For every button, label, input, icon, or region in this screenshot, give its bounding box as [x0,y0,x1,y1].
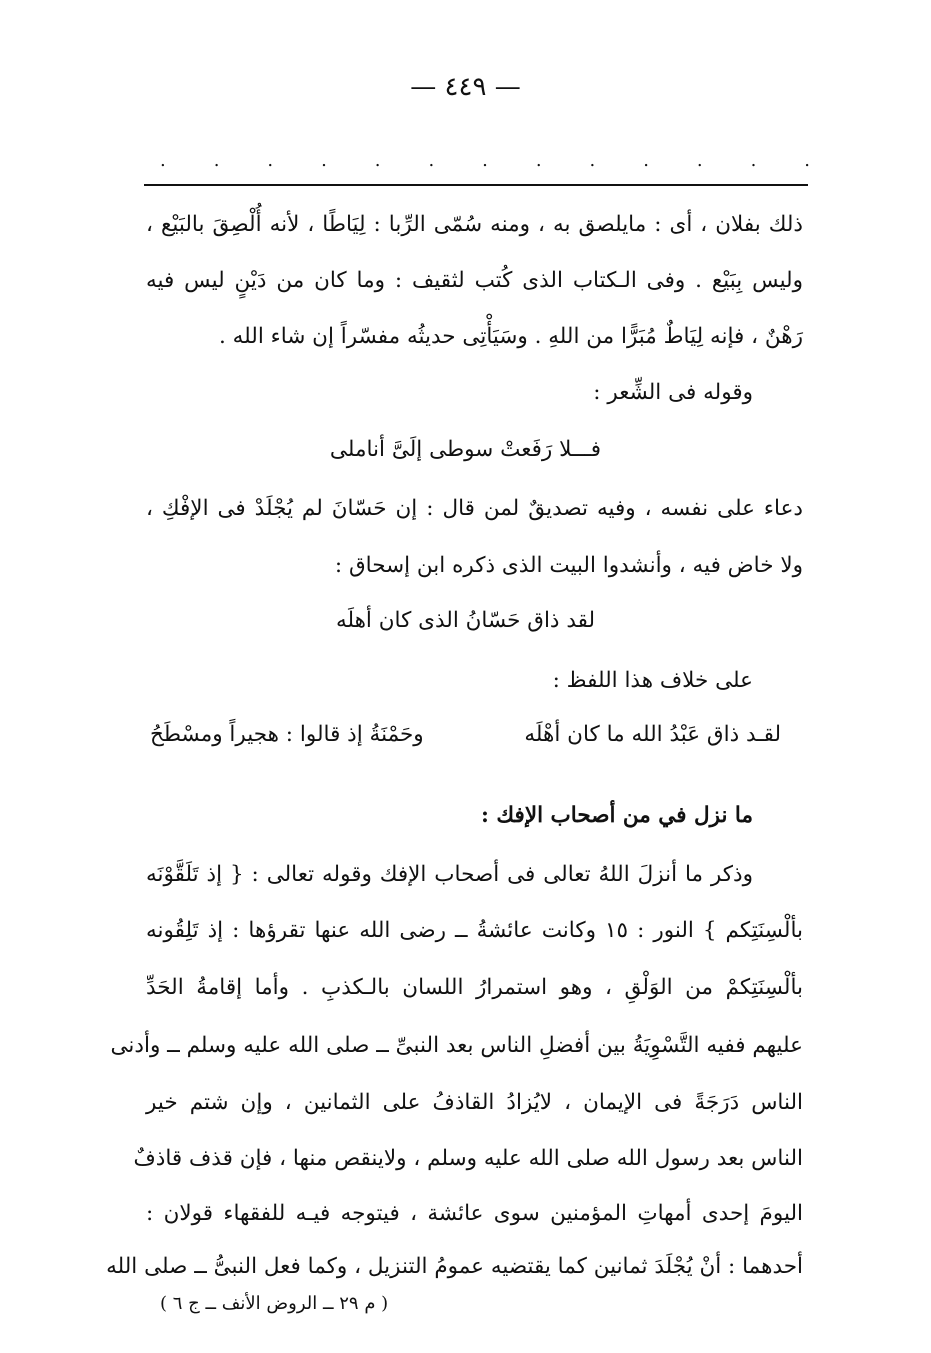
ornament-dot: . [696,150,703,171]
ornament-dot: . [589,150,596,171]
poem-verse: لقد ذاق حَسّانُ الذى كان أهلَه [335,608,596,633]
ornament-dot: . [750,150,757,171]
ornament-dot: . [374,150,381,171]
text-line: دعاء على نفسه ، وفيه تصديقٌ لمن قال : إن حَسّانَ لم يُجْلَدْ فى الإفْكِ ، [146,496,803,521]
page-number: — ٤٤٩ — [410,72,521,102]
poem-verse: فـــلا رَفَعتْ سوطى إلَىَّ أناملى [329,437,602,462]
text-line: وذكر ما أنزلَ اللهُ تعالى فى أصحاب الإفك وقوله تعالى : { إذ تَلَقَّوْنَه [146,862,753,887]
ornament-dot: . [482,150,488,171]
poem-couplet [150,722,781,747]
ornament-dot: . [267,150,274,171]
text-line: رَهْنٌ ، فإنه لِيَاطٌ مُبَرًّا من اللهِ . وسَيَأْتِى حديثُه مفسّراً إن شاء الله . [218,324,803,349]
text-line: بألْسِنَتِكمْ من الوَلْقِ ، وهو استمرارُ اللسان بالـكذبِ . وأما إقامةُ الحَدِّ [146,975,803,1000]
ornament-dot: . [213,150,220,171]
text-line: الناس بعد رسول الله صلى الله عليه وسلم ، ولاينقص منها ، فإن قذف قاذفٌ [133,1146,803,1171]
verse-left-hemistich: وحَمْنَةُ إذ قالوا : هجيراً ومسْطَحُ [150,722,424,747]
ornament-dot: . [804,150,810,171]
text-line: ولا خاض فيه ، وأنشدوا البيت الذى ذكره ابن إسحاق : [334,553,803,578]
footer-signature: ( م ٢٩ ــ الروض الأنف ــ ج ٦ ) [160,1293,389,1314]
text-line: عليهم ففيه التَّسْوِيَةُ بين أفضلِ الناس بعد النبىِّ ــ صلى الله عليه وسلم ــ وأدنى [110,1033,803,1058]
text-line: أحدهما : أنْ يُجْلَدَ ثمانين كما يقتضيه عمومُ التنزيل ، وكما فعل النبىُّ ــ صلى الله [106,1254,803,1279]
ornament-dot: . [428,150,435,171]
dotted-ornament [160,150,810,171]
text-line: الناس دَرَجَةً فى الإيمان ، لايُزادُ القاذفُ على الثمانين ، وإن شتم خير [146,1090,803,1115]
text-line: ذلك بفلان ، أى : مايلصق به ، ومنه سُمّى الرِّبا : لِيَاطًا ، لأنه أُلْصِقَ بالبَيْع ، [146,212,803,237]
ornament-dot: . [160,150,166,171]
header-rule [144,184,808,186]
text-line: اليومَ إحدى أمهاتِ المؤمنين سوى عائشة ، فيتوجه فيـه للفقهاء قولان : [146,1201,803,1226]
text-line: بألْسِنَتِكم } النور : ١٥ وكانت عائشةُ ــ رضى الله عنها تقرؤها : إذ تَلِقُونه [146,918,803,943]
ornament-dot: . [535,150,542,171]
text-line: على خلاف هذا اللفظ : [552,668,753,693]
ornament-dot: . [321,150,327,171]
ornament-dot: . [643,150,649,171]
text-line: وليس بِبَيْع . وفى الـكتاب الذى كُتب لثقيف : وما كان من دَيْنٍ ليس فيه [146,268,803,293]
text-line: وقوله فى الشِّعر : [593,380,753,405]
verse-right-hemistich: لقـد ذاق عَبْدُ الله ما كان أهْلَه [524,722,781,747]
section-heading: ما نزل في من أصحاب الإفك : [481,803,753,828]
